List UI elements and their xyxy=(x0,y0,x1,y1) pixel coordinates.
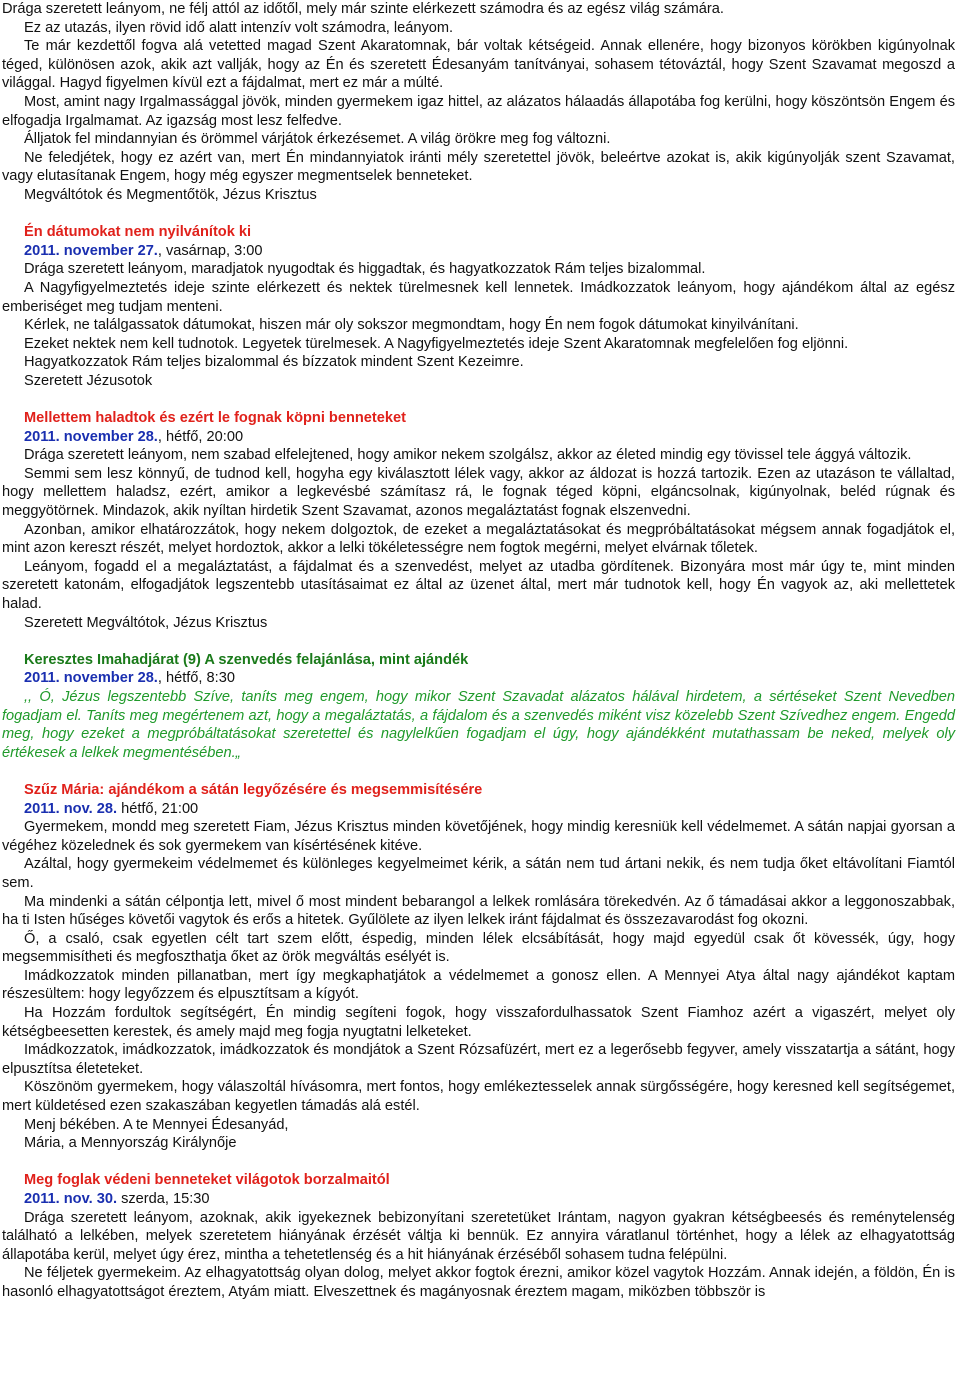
spacer xyxy=(2,205,955,224)
paragraph: Álljatok fel mindannyian és örömmel várjátok érkezésemet. A világ örökre meg fog változni. xyxy=(24,131,611,148)
signature: Szeretett Megváltótok, Jézus Krisztus xyxy=(24,614,268,631)
date: 2011. nov. 30. xyxy=(24,1191,118,1207)
dateline xyxy=(2,1190,955,1209)
section-title: Mellettem haladtok és ezért le fognak köpni benneteket xyxy=(24,410,406,427)
paragraph: Drága szeretett leányom, maradjatok nyugodtak és higgadtak, és hagyatkozzatok Rám teljes bizalommal. xyxy=(24,261,706,278)
message-section xyxy=(2,1171,955,1301)
paragraph: Ma mindenki a sátán célpontja lett, mivel ő most mindent bebarangol a lelkek romlására törekedvén. Az ő támadásai akkor a leggonoszabbak, ha ti Isten hűséges követői vagytok és erős a hitetek. Gyűlölete az ilyen lelkek iránt fájdalmat és összezavarodást fog okozni. xyxy=(2,893,955,929)
paragraph: Te már kezdettől fogva alá vetetted magad Szent Akaratomnak, bár voltak kétségeid. Annak ellenére, hogy bizonyos körökben kigúnyolnak téged, különösen azok, akik azt vallják, hogy az Én és szeretett Édesanyám tanítványai, sohasem tétováztál, hogy Szent Szavamat megoszd a világgal. Hagyd figyelmen kívül ezt a fájdalmat, mert ez már a múlté. xyxy=(2,38,955,92)
dateline xyxy=(2,800,955,819)
paragraph: Hagyatkozzatok Rám teljes bizalommal és bízzatok mindent Szent Kezeimre. xyxy=(24,354,524,371)
dateline xyxy=(2,428,955,447)
spacer xyxy=(2,632,955,651)
intro-message xyxy=(2,0,955,205)
date: 2011. november 28. xyxy=(24,428,158,445)
paragraph: Drága szeretett leányom, ne félj attól az időtől, mely már szinte elérkezett számodra és az egész világ számára. xyxy=(2,1,724,17)
time: szerda, 15:30 xyxy=(117,1191,210,1207)
paragraph: Semmi sem lesz könnyű, de tudnod kell, hogyha egy kiválasztott lélek vagy, akkor az áldozat is hozzá tartozik. Ezen az utazáson te vállaltad, hogy mellettem haladsz, ezért, amikor a legkevésbé számítasz rá, le fognak téged köpni, elgáncsolnak, kigúnyolnak, beléd rúgnak és meggyötörnek. Mindazok, akik nyíltan hirdetik Szent Szavamat, azonos megaláztatást fognak elszenvedni. xyxy=(2,465,955,520)
section-title: Szűz Mária: ajándékom a sátán legyőzésére és megsemmisítésére xyxy=(24,781,483,798)
paragraph: Ez az utazás, ilyen rövid idő alatt intenzív volt számodra, leányom. xyxy=(24,19,454,36)
paragraph: Drága szeretett leányom, azoknak, akik igyekeznek bebizonyítani szeretetüket Irántam, nagyon gyakran kétségbeesés és reménytelenség található a lelkében, melyek szeretetem hiányának érzését váltja ki bennük. Ez annyira váratlanul történhet, hogy a lélek az elhagyatottság állapotába kerül, melyet úgy érez, mintha a tehetetlenség és a hit hiányának érzéséből sohasem tudna felépülni. xyxy=(2,1209,955,1263)
paragraph: Ha Hozzám fordultok segítségért, Én mindig segíteni fogok, hogy visszafordulhassatok Szent Fiamhoz azért a vigaszért, melyet oly kétségbeesetten kerestek, és amely majd meg fogja nyugtatni lelketeket. xyxy=(2,1005,955,1040)
paragraph: Gyermekem, mondd meg szeretett Fiam, Jézus Krisztus minden követőjének, hogy mindig keresniük kell védelmemet. A sátán napjai gyorsan a végéhez közelednek és sok gyermekem van kísértésének kitéve. xyxy=(2,819,955,854)
time: hétfő, 21:00 xyxy=(117,800,199,817)
time: , hétfő, 20:00 xyxy=(157,428,244,445)
section-title: Meg foglak védeni benneteket világotok borzalmaitól xyxy=(24,1172,390,1189)
message-section xyxy=(2,781,955,1153)
paragraph: Most, amint nagy Irgalmassággal jövök, minden gyermekem igaz hittel, az alázatos hálaadás állapotába fog kerülni, hogy köszöntsön Engem és elfogadja Irgalmamat. Az igazság most lesz felfedve. xyxy=(2,93,955,129)
dateline xyxy=(2,242,955,261)
time: , vasárnap, 3:00 xyxy=(157,242,263,259)
section-title: Keresztes Imahadjárat (9) A szenvedés felajánlása, mint ajándék xyxy=(24,651,469,668)
section-title: Én dátumokat nem nyilvánítok ki xyxy=(24,224,252,241)
signature: Mária, a Mennyország Királynője xyxy=(24,1135,237,1152)
paragraph: Leányom, fogadd el a megaláztatást, a fájdalmat és a szenvedést, melyet az utadba gördítenek. Bizonyára most már úgy te, mint minden szeretett katonám, elfogadjátok legszentebb utasításaimat ez által az üzenet által, mert már tudnotok kell, hogy Én vagyok az, aki mellettetek halad. xyxy=(2,558,955,612)
paragraph: Drága szeretett leányom, nem szabad elfelejtened, hogy amikor nekem szolgálsz, akkor az életed mindig egy tövissel tele ággyá változik. xyxy=(24,447,912,464)
paragraph: Ezeket nektek nem kell tudnotok. Legyetek türelmesek. A Nagyfigyelmeztetés ideje Szent Akaratomnak megfelelően fog eljönni. xyxy=(24,335,849,352)
spacer xyxy=(2,390,955,409)
paragraph: Kérlek, ne találgassatok dátumokat, hiszen már oly sokszor megmondtam, hogy Én nem fogok dátumokat kinyilvánítani. xyxy=(24,317,799,334)
paragraph: Ő, a csaló, csak egyetlen célt tart szem előtt, éspedig, minden lélek elcsábítását, hogy majd egyedül csak őt kövessék, úgy, hogy megsemmisítheti és megfoszthatja őket az örök megváltás esélyét is. xyxy=(2,930,955,966)
spacer xyxy=(2,762,955,781)
paragraph: Ne feledjétek, hogy ez azért van, mert Én mindannyiatok iránti mély szeretettel jövök, beleértve azokat is, akik kigúnyolják szent Szavamat, vagy elutasítanak Engem, hogy még egyszer megmentselek benneteket. xyxy=(2,149,955,185)
paragraph: Azonban, amikor elhatározzátok, hogy nekem dolgoztok, de ezeket a megaláztatásokat és megpróbáltatásokat mégsem annak fogadjátok el, mint azon kereszt részét, melyet hordoztok, akkor a lelki tökéletességre nem fogtok megérni, melyet elvárnak tőletek. xyxy=(2,521,955,557)
date: 2011. november 27. xyxy=(24,242,158,259)
date: 2011. november 28. xyxy=(24,670,158,687)
date: 2011. nov. 28. xyxy=(24,800,118,817)
paragraph: A Nagyfigyelmeztetés ideje szinte elérkezett és nektek türelmesnek kell lennetek. Imádkozzatok leányom, hogy ajándékom által az egész emberiséget meg tudjam menteni. xyxy=(2,279,955,315)
paragraph: Ne féljetek gyermekeim. Az elhagyatottság olyan dolog, melyet akkor fogtok érezni, amikor közel vagytok Hozzám. Annak idején, a földön, Én is hasonló elhagyatottságot éreztem, Atyám miatt. Elveszettnek és magányosnak éreztem magam, miközben többször is xyxy=(2,1265,955,1300)
paragraph: Imádkozzatok, imádkozzatok, imádkozzatok és mondjátok a Szent Rózsafüzért, mert ez a legerősebb fegyver, amely visszatartja a sátánt, hogy elpusztítsa életeteket. xyxy=(2,1042,955,1077)
paragraph: Menj békében. A te Mennyei Édesanyád, xyxy=(24,1116,289,1133)
paragraph: Köszönöm gyermekem, hogy válaszoltál hívásomra, mert fontos, hogy emlékeztesselek annak sürgősségére, hogy keresned kell segítségemet, mert küldetésed ezen szakaszában kegyetlen támadás alá estél. xyxy=(2,1079,955,1115)
paragraph: Azáltal, hogy gyermekeim védelmemet és különleges kegyelmeimet kérik, a sátán nem tud ártani nekik, és nem tudja őket eltávolítani Fiamtól sem. xyxy=(2,856,955,891)
spacer xyxy=(2,1153,955,1172)
paragraph: Imádkozzatok minden pillanatban, mert így megkaphatjátok a védelmemet a gonosz ellen. A Mennyei Atya által nagy ajándékot kaptam részesültem: hogy legyőzzem és elpusztítsam a kígyót. xyxy=(2,967,955,1003)
dateline xyxy=(2,669,955,688)
signature: Szeretett Jézusotok xyxy=(24,372,153,389)
prayer-section xyxy=(2,651,955,763)
time: , hétfő, 8:30 xyxy=(157,670,235,687)
message-section xyxy=(2,223,955,390)
signature: Megváltótok és Megmentőtök, Jézus Krisztus xyxy=(24,186,317,203)
prayer-text: ,, Ó, Jézus legszentebb Szíve, taníts meg engem, hogy mikor Szent Szavadat alázatos hálával hirdetem, a sértéseket Szent Nevedben fogadjam el. Taníts meg megértenem azt, hogy a megaláztatás, a fájdalom és a szenvedés miként visz közelebb Szent Szívedhez engem. Engedd meg, hogy ezeket a megpróbáltatásokat szeretettel és nagylelkűen fogadjam el úgy, hogy ajándékként mutathassam be neked, melyek oly értékesek a lelkek megmentésében.„ xyxy=(2,688,955,761)
message-section xyxy=(2,409,955,632)
